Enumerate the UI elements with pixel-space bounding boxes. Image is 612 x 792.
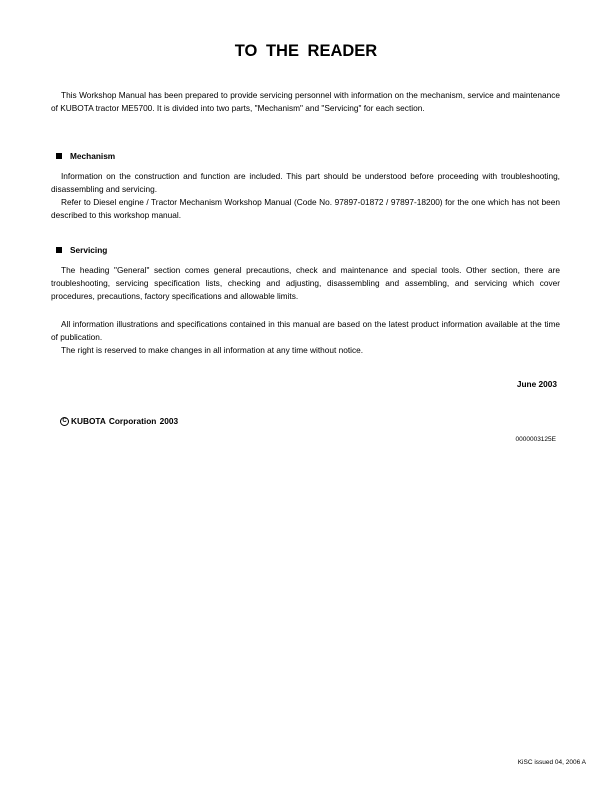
servicing-body xyxy=(51,264,560,303)
mechanism-body xyxy=(51,170,560,222)
publication-date: June 2003 xyxy=(516,379,557,389)
intro-text: This Workshop Manual has been prepared to provide servicing personnel with information on the mechanism, service and maintenance of KUBOTA tractor ME5700. It is divided into two parts, "Mechanism" and "Servicing" for each section. xyxy=(51,90,560,113)
document-code: 0000003125E xyxy=(515,436,556,443)
footer-issue-note: KiSC issued 04, 2006 A xyxy=(517,759,586,766)
mechanism-paragraph: Refer to Diesel engine / Tractor Mechanism Workshop Manual (Code No. 97897-01872 / 97897-18200) for the one which has not been described to this workshop manual. xyxy=(51,197,560,220)
mechanism-heading-label: Mechanism xyxy=(70,151,116,161)
notice-paragraph: The right is reserved to make changes in all information at any time without notice. xyxy=(61,345,364,355)
copyright-icon: C xyxy=(60,417,69,426)
copyright-text: KUBOTA Corporation 2003 xyxy=(71,416,179,426)
notice-body xyxy=(51,318,560,357)
page-title: TO THE READER xyxy=(234,42,378,60)
square-bullet-icon xyxy=(56,153,62,159)
notice-paragraph: All information illustrations and specifications contained in this manual are based on the latest product information available at the time of publication. xyxy=(51,319,560,342)
servicing-heading-label: Servicing xyxy=(70,245,108,255)
copyright-line xyxy=(60,416,178,426)
square-bullet-icon xyxy=(56,247,62,253)
servicing-paragraph: The heading "General" section comes general precautions, check and maintenance and special tools. Other section, there are troubleshooting, servicing specification lists, checking and adjusting, disassembling and assembling, and servicing which cover procedures, precautions, factory specifications and allowable limits. xyxy=(51,265,560,301)
servicing-heading xyxy=(56,245,107,255)
mechanism-paragraph: Information on the construction and function are included. This part should be understood before proceeding with troubleshooting, disassembling and servicing. xyxy=(51,171,560,194)
intro-paragraph xyxy=(51,89,560,115)
mechanism-heading xyxy=(56,151,115,161)
